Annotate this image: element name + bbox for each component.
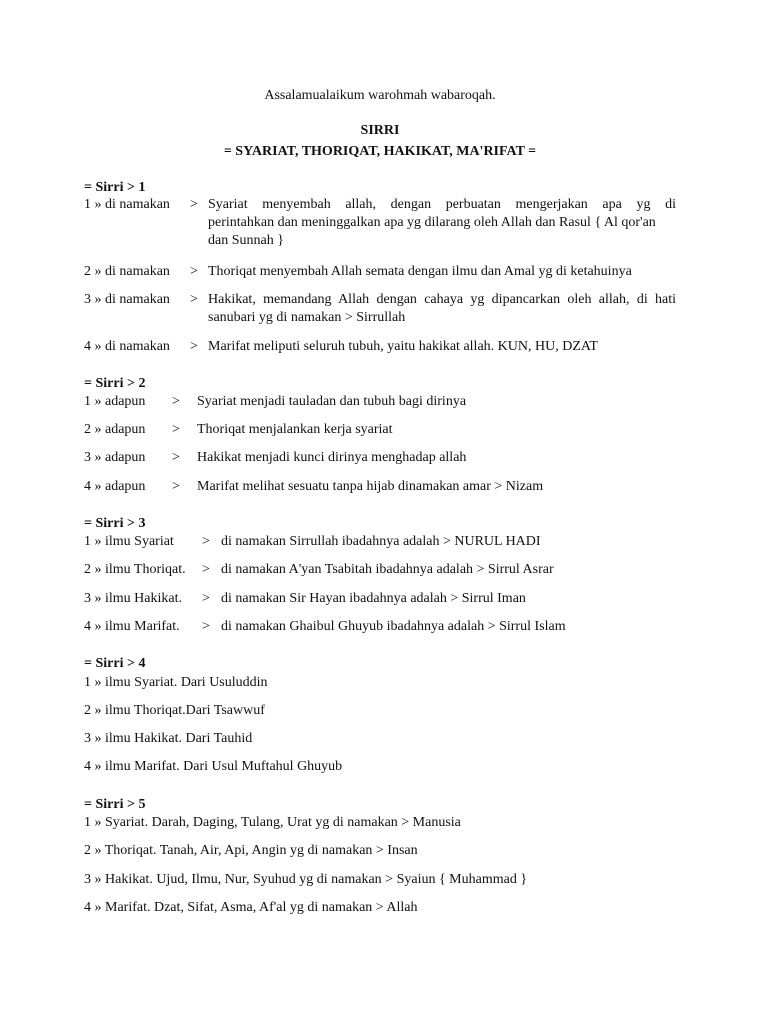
separator: >	[202, 562, 210, 577]
separator: >	[172, 479, 180, 494]
item-text	[208, 196, 676, 250]
sirri-5-item-3: 3 » Hakikat. Ujud, Ilmu, Nur, Syuhud yg di namakan > Syaiun { Muhammad }	[84, 872, 528, 887]
document-subtitle: = SYARIAT, THORIQAT, HAKIKAT, MA'RIFAT =	[223, 144, 537, 159]
separator: >	[190, 339, 198, 354]
item-text-line: Syariat menyembah allah, dengan perbuatan mengerjakan apa yg di	[208, 197, 676, 212]
item-label: 1 » adapun	[84, 394, 146, 409]
item-text: Marifat melihat sesuatu tanpa hijab dinamakan amar > Nizam	[197, 479, 544, 494]
item-label: 1 » ilmu Syariat	[84, 534, 174, 549]
item-text-line: sanubari yg di namakan > Sirrullah	[208, 310, 406, 325]
item-label: 4 » di namakan	[84, 339, 170, 354]
item-label: 4 » adapun	[84, 479, 146, 494]
sirri-1-item-1	[84, 196, 676, 252]
separator: >	[172, 422, 180, 437]
sirri-4-item-4: 4 » ilmu Marifat. Dari Usul Muftahul Ghuyub	[84, 759, 343, 774]
item-text	[208, 291, 676, 327]
item-text: Thoriqat menjalankan kerja syariat	[197, 422, 393, 437]
item-text	[208, 263, 676, 281]
item-text-line: Thoriqat menyembah Allah semata dengan ilmu dan Amal yg di ketahuinya	[208, 264, 632, 279]
item-label: 3 » di namakan	[84, 292, 170, 307]
item-label: 2 » adapun	[84, 422, 146, 437]
item-text	[208, 338, 676, 356]
separator: >	[202, 534, 210, 549]
item-label: 3 » ilmu Hakikat.	[84, 591, 182, 606]
sirri-4-item-2: 2 » ilmu Thoriqat.Dari Tsawwuf	[84, 703, 265, 718]
separator: >	[202, 619, 210, 634]
item-text: di namakan A'yan Tsabitah ibadahnya adalah > Sirrul Asrar	[221, 562, 554, 577]
item-text: di namakan Sirrullah ibadahnya adalah > NURUL HADI	[221, 534, 541, 549]
greeting: Assalamualaikum warohmah wabaroqah.	[264, 88, 496, 103]
separator: >	[172, 450, 180, 465]
item-text-line: perintahkan dan meninggalkan apa yg dilarang oleh Allah dan Rasul { Al qor'an	[208, 215, 656, 230]
item-text: Hakikat menjadi kunci dirinya menghadap allah	[197, 450, 467, 465]
section-heading-sirri-5: = Sirri > 5	[84, 797, 146, 812]
item-label: 1 » di namakan	[84, 197, 170, 212]
sirri-1-item-3	[84, 291, 676, 329]
sirri-4-item-1: 1 » ilmu Syariat. Dari Usuluddin	[84, 675, 268, 690]
item-text: di namakan Ghaibul Ghuyub ibadahnya adalah > Sirrul Islam	[221, 619, 566, 634]
sirri-5-item-1: 1 » Syariat. Darah, Daging, Tulang, Urat yg di namakan > Manusia	[84, 815, 461, 830]
separator: >	[190, 264, 198, 279]
sirri-5-item-4: 4 » Marifat. Dzat, Sifat, Asma, Af'al yg di namakan > Allah	[84, 900, 418, 915]
separator: >	[172, 394, 180, 409]
item-text: di namakan Sir Hayan ibadahnya adalah > Sirrul Iman	[221, 591, 526, 606]
separator: >	[190, 197, 198, 212]
item-text: Syariat menjadi tauladan dan tubuh bagi dirinya	[197, 394, 467, 409]
item-text-line: dan Sunnah }	[208, 233, 284, 248]
section-heading-sirri-3: = Sirri > 3	[84, 516, 146, 531]
item-label: 3 » adapun	[84, 450, 146, 465]
section-heading-sirri-1: = Sirri > 1	[84, 180, 146, 195]
document-title: SIRRI	[360, 123, 400, 138]
item-text-line: Hakikat, memandang Allah dengan cahaya yg dipancarkan oleh allah, di hati	[208, 292, 676, 307]
item-text-line: Marifat meliputi seluruh tubuh, yaitu hakikat allah. KUN, HU, DZAT	[208, 339, 598, 354]
item-label: 2 » ilmu Thoriqat.	[84, 562, 186, 577]
item-label: 4 » ilmu Marifat.	[84, 619, 180, 634]
document-page	[84, 0, 676, 1024]
item-label: 2 » di namakan	[84, 264, 170, 279]
section-heading-sirri-2: = Sirri > 2	[84, 376, 146, 391]
sirri-5-item-2: 2 » Thoriqat. Tanah, Air, Api, Angin yg di namakan > Insan	[84, 843, 418, 858]
separator: >	[202, 591, 210, 606]
sirri-4-item-3: 3 » ilmu Hakikat. Dari Tauhid	[84, 731, 253, 746]
separator: >	[190, 292, 198, 307]
section-heading-sirri-4: = Sirri > 4	[84, 656, 146, 671]
